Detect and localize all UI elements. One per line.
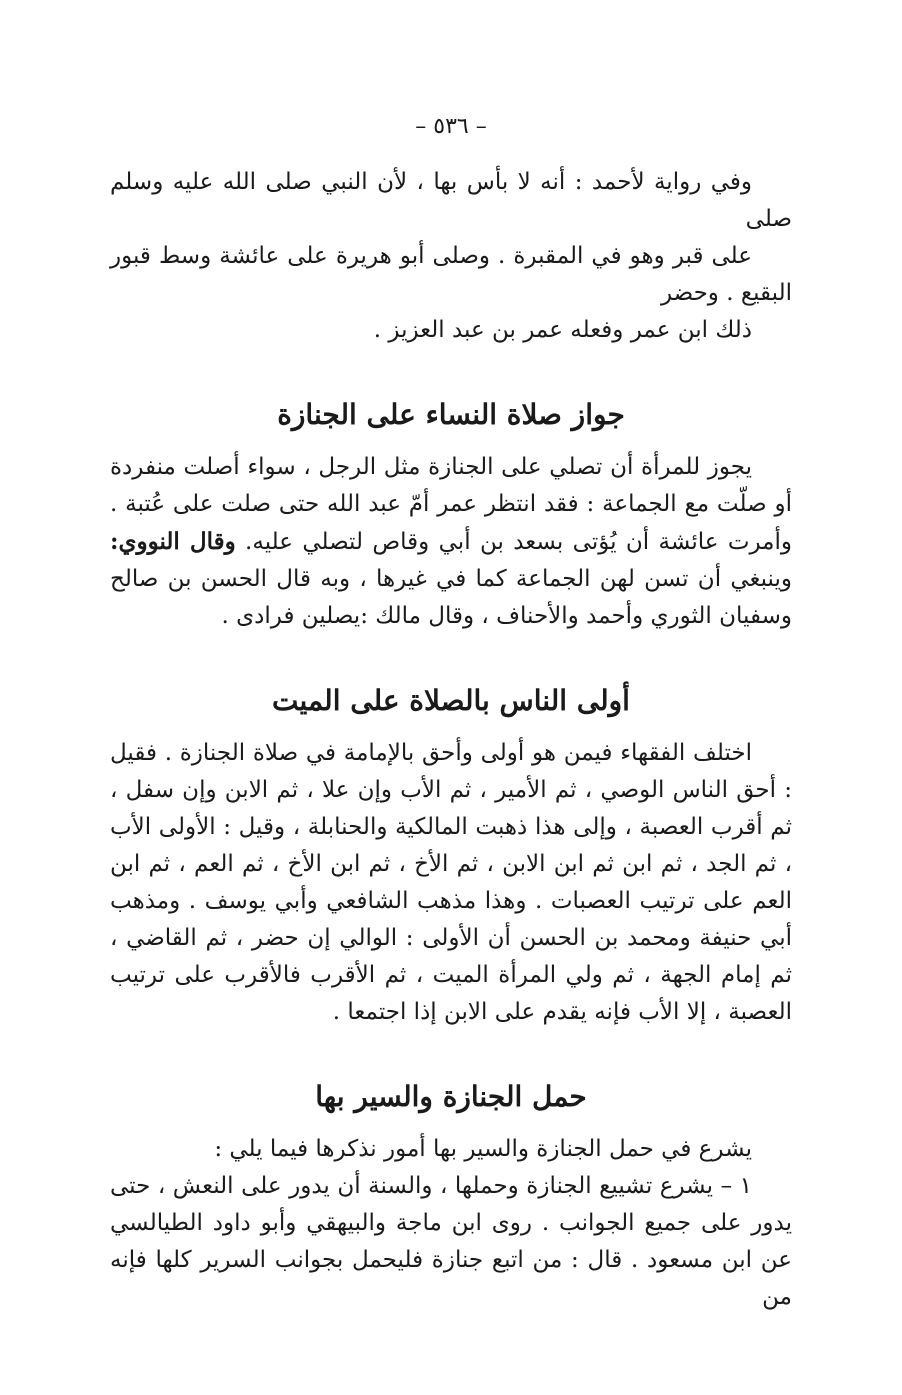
intro-line-1: وفي رواية لأحمد : أنه لا بأس بها ، لأن النبي صلى الله عليه وسلم صلى	[110, 169, 792, 232]
section-women-prayer-text	[110, 449, 792, 635]
section-priority-text: اختلف الفقهاء فيمن هو أولى وأحق بالإمامة في صلاة الجنازة . فقيل : أحق الناس الوصي ، ثم الأمير ، ثم الأب وإن علا ، ثم الابن وإن سفل ، ثم أقرب العصبة ، وإلى هذا ذهبت المالكية والحنابلة ، وقيل : الأولى الأب ، ثم الجد ، ثم ابن ثم ابن الابن ، ثم الأخ ، ثم ابن الأخ ، ثم العم ، ثم ابن العم على ترتيب العصبات . وهذا مذهب الشافعي وأبي يوسف . ومذهب أبي حنيفة ومحمد بن الحسن أن الأولى : الوالي إن حضر ، ثم القاضي ، ثم إمام الجهة ، ثم ولي المرأة الميت ، ثم الأقرب فالأقرب على ترتيب العصبة ، إلا الأب فإنه يقدم على الابن إذا اجتمعا .	[110, 740, 792, 1025]
intro-line-3: ذلك ابن عمر وفعله عمر بن عبد العزيز .	[373, 317, 752, 343]
intro-paragraph	[110, 164, 792, 349]
section-heading-women-prayer: جواز صلاة النساء على الجنازة	[277, 398, 625, 431]
section-heading-carrying: حمل الجنازة والسير بها	[315, 1080, 587, 1113]
section-carrying-item-1: ١ – يشرع تشييع الجنازة وحملها ، والسنة أن يدور على النعش ، حتى يدور على جميع الجوانب . روى ابن ماجة والبيهقي وأبو داود الطيالسي عن ابن مسعود . قال : من اتبع جنازة فليحمل بجوانب السرير كلها فإنه من	[110, 1173, 792, 1310]
section-heading-priority: أولى الناس بالصلاة على الميت	[272, 684, 630, 717]
page-number: – ٥٣٦ –	[415, 114, 487, 139]
women-prayer-text-part-1: يجوز للمرأة أن تصلي على الجنازة مثل الرجل ، سواء أصلت منفردة أو صلّت مع الجماعة : فقد انتظر عمر أمّ عبد الله حتى صلت على عُتبة . وأمرت عائشة أن يُؤتى بسعد بن أبي وقاص لتصلي عليه.	[110, 454, 792, 555]
section-carrying-intro: يشرع في حمل الجنازة والسير بها أمور نذكرها فيما يلي :	[214, 1136, 752, 1162]
women-prayer-text-part-2: وينبغي أن تسن لهن الجماعة كما في غيرها ، وبه قال الحسن بن صالح وسفيان الثوري وأحمد والأحناف ، وقال مالك :يصلين فرادى .	[110, 566, 792, 629]
nawawi-bold-phrase: وقال النووي:	[110, 528, 236, 555]
intro-line-2: على قبر وهو في المقبرة . وصلى أبو هريرة على عائشة وسط قبور البقيع . وحضر	[110, 243, 792, 306]
